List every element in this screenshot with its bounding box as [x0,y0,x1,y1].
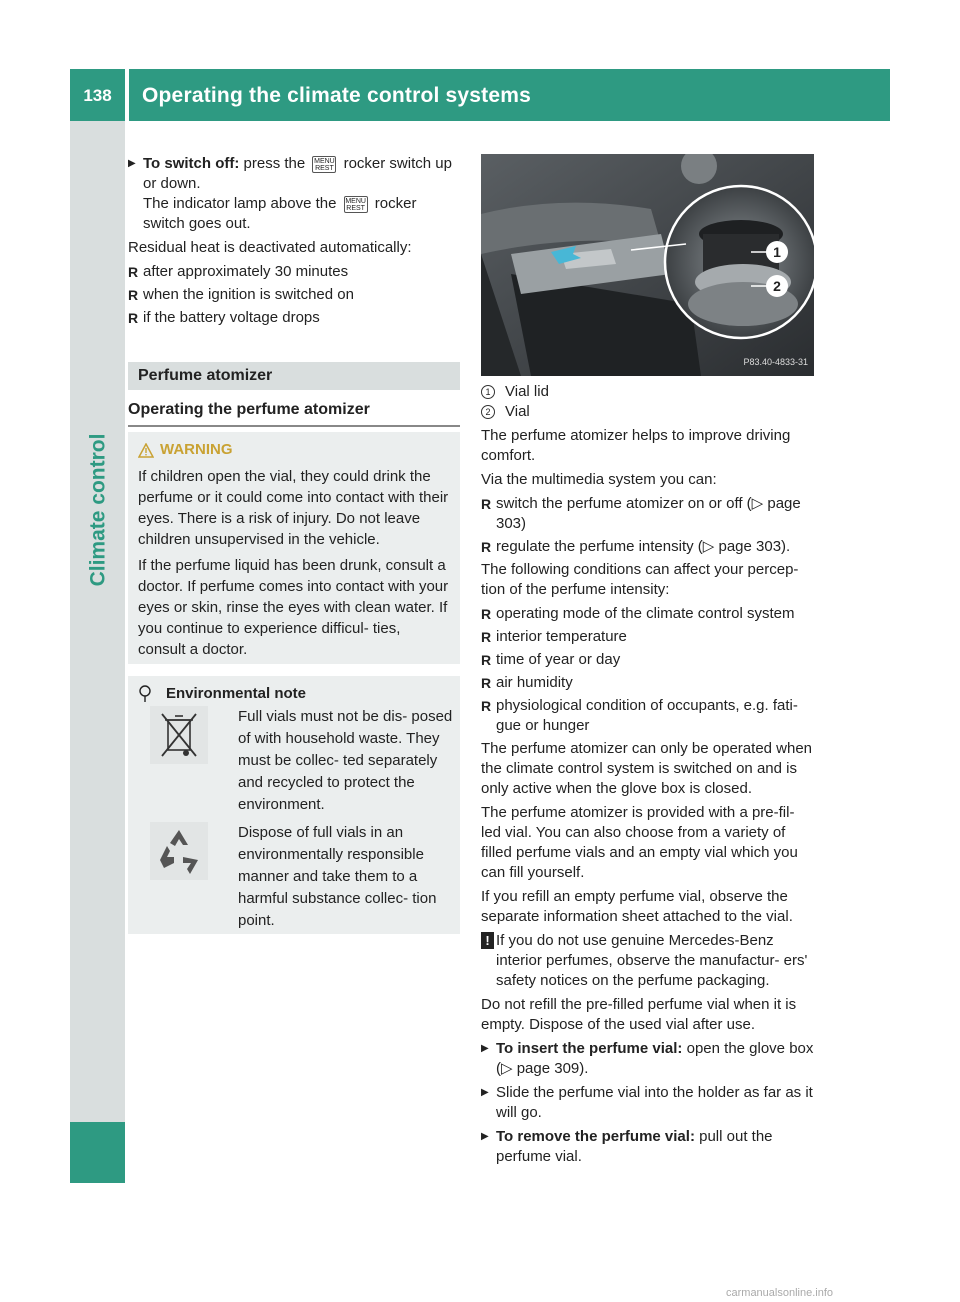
crossed-bin-icon [150,706,208,764]
step-slide: ▶ Slide the perfume vial into the holder as far as it will go. [481,1083,814,1123]
env-note-title: Environmental note [138,684,450,704]
list-item: R switch the perfume atomizer on or off (▷ page 303) [481,494,814,534]
menu-key-icon: MENU REST [345,198,366,212]
legend-item: 2 Vial [481,402,814,422]
callout-1: 1 [773,244,781,260]
list-item: R after approximately 30 minutes [128,262,460,282]
list-item: R if the battery voltage drops [128,308,460,328]
right-text [481,382,814,1171]
warning-title: WARNING [138,440,450,460]
photo-code: P83.40-4833-31 [743,357,808,367]
left-column [128,154,460,929]
page-number: 138 [83,86,112,105]
list-item: R air humidity [481,673,814,693]
glove-box-illustration [481,154,814,376]
legend-item: 1 Vial lid [481,382,814,402]
exclamation-icon: ! [481,932,494,949]
perfume-atomizer-photo [481,154,814,376]
paragraph: Do not refill the pre-filled perfume vial when it is empty. Dispose of the used vial after use. [481,996,797,1033]
side-tab [70,121,125,1183]
step-remove: ▶ To remove the perfume vial: pull out the perfume vial. [481,1127,814,1167]
list-item: R time of year or day [481,650,814,670]
step-switch-off: ▶ To switch off: press the MENU REST rocker switch up or down. The indicator lamp above the MENU REST rocker switch goes out. [128,154,460,234]
step-insert: ▶ To insert the perfume vial: open the glove box (▷ page 309). [481,1039,814,1079]
section-title: Perfume atomizer [128,362,460,390]
paragraph: The following conditions can affect your percep- tion of the perfume intensity: [481,561,799,598]
paragraph: The perfume atomizer can only be operated when the climate control system is switched on and is only active when the glove box is closed. [481,740,813,797]
warning-text: If children open the vial, they could drink the perfume or it could come into contact with their eyes. There is a risk of injury. Do not leave children unsupervised in the vehicle. [138,468,449,548]
list-item: R physiological condition of occupants, e.g. fati- gue or hunger [481,696,814,736]
warning-box [128,432,460,664]
paragraph: If you refill an empty perfume vial, observe the separate information sheet attached to the vial. [481,888,793,925]
notice: ! If you do not use genuine Mercedes-Benz interior perfumes, observe the manufactur- ers' safety notices on the perfume packaging. [481,931,814,991]
warning-triangle-icon [138,443,154,458]
side-tab-label: Climate control [86,433,110,587]
list-item: R interior temperature [481,627,814,647]
environmental-note-box [128,676,460,934]
bulb-icon [138,685,152,703]
subheading: Operating the perfume atomizer [128,401,370,418]
recycle-icon [150,822,208,880]
menu-key-icon: MENU REST [314,158,335,172]
header-divider [125,69,129,121]
env-note-text: Full vials must not be dis- posed of with household waste. They must be collec- ted separately and recycled to protect the environment. [238,708,453,813]
residual-heat-text: Residual heat is deactivated automatically: [128,239,412,256]
callout-2: 2 [773,278,781,294]
footer-watermark: carmanualsonline.info [726,1287,834,1299]
side-tab-block [70,1122,125,1183]
page-title: Operating the climate control systems [142,84,532,107]
env-note-text: Dispose of full vials in an environmentally responsible manner and take them to a harmful substance collec- tion point. [238,824,437,929]
subheading-rule [128,425,460,427]
paragraph: The perfume atomizer helps to improve driving comfort. [481,427,791,464]
list-item: R when the ignition is switched on [128,285,460,305]
paragraph: The perfume atomizer is provided with a pre-fil- led vial. You can also choose from a variety of filled perfume vials and an empty vial which you can fill yourself. [481,804,798,881]
paragraph: Via the multimedia system you can: [481,471,717,488]
warning-text: If the perfume liquid has been drunk, consult a doctor. If perfume comes into contact with your eyes or skin, rinse the eyes with clean water. If you continue to experience difficul- ties, consult a doctor. [138,557,449,658]
list-item: R operating mode of the climate control system [481,604,814,624]
list-item: R regulate the perfume intensity (▷ page 303). [481,537,814,557]
